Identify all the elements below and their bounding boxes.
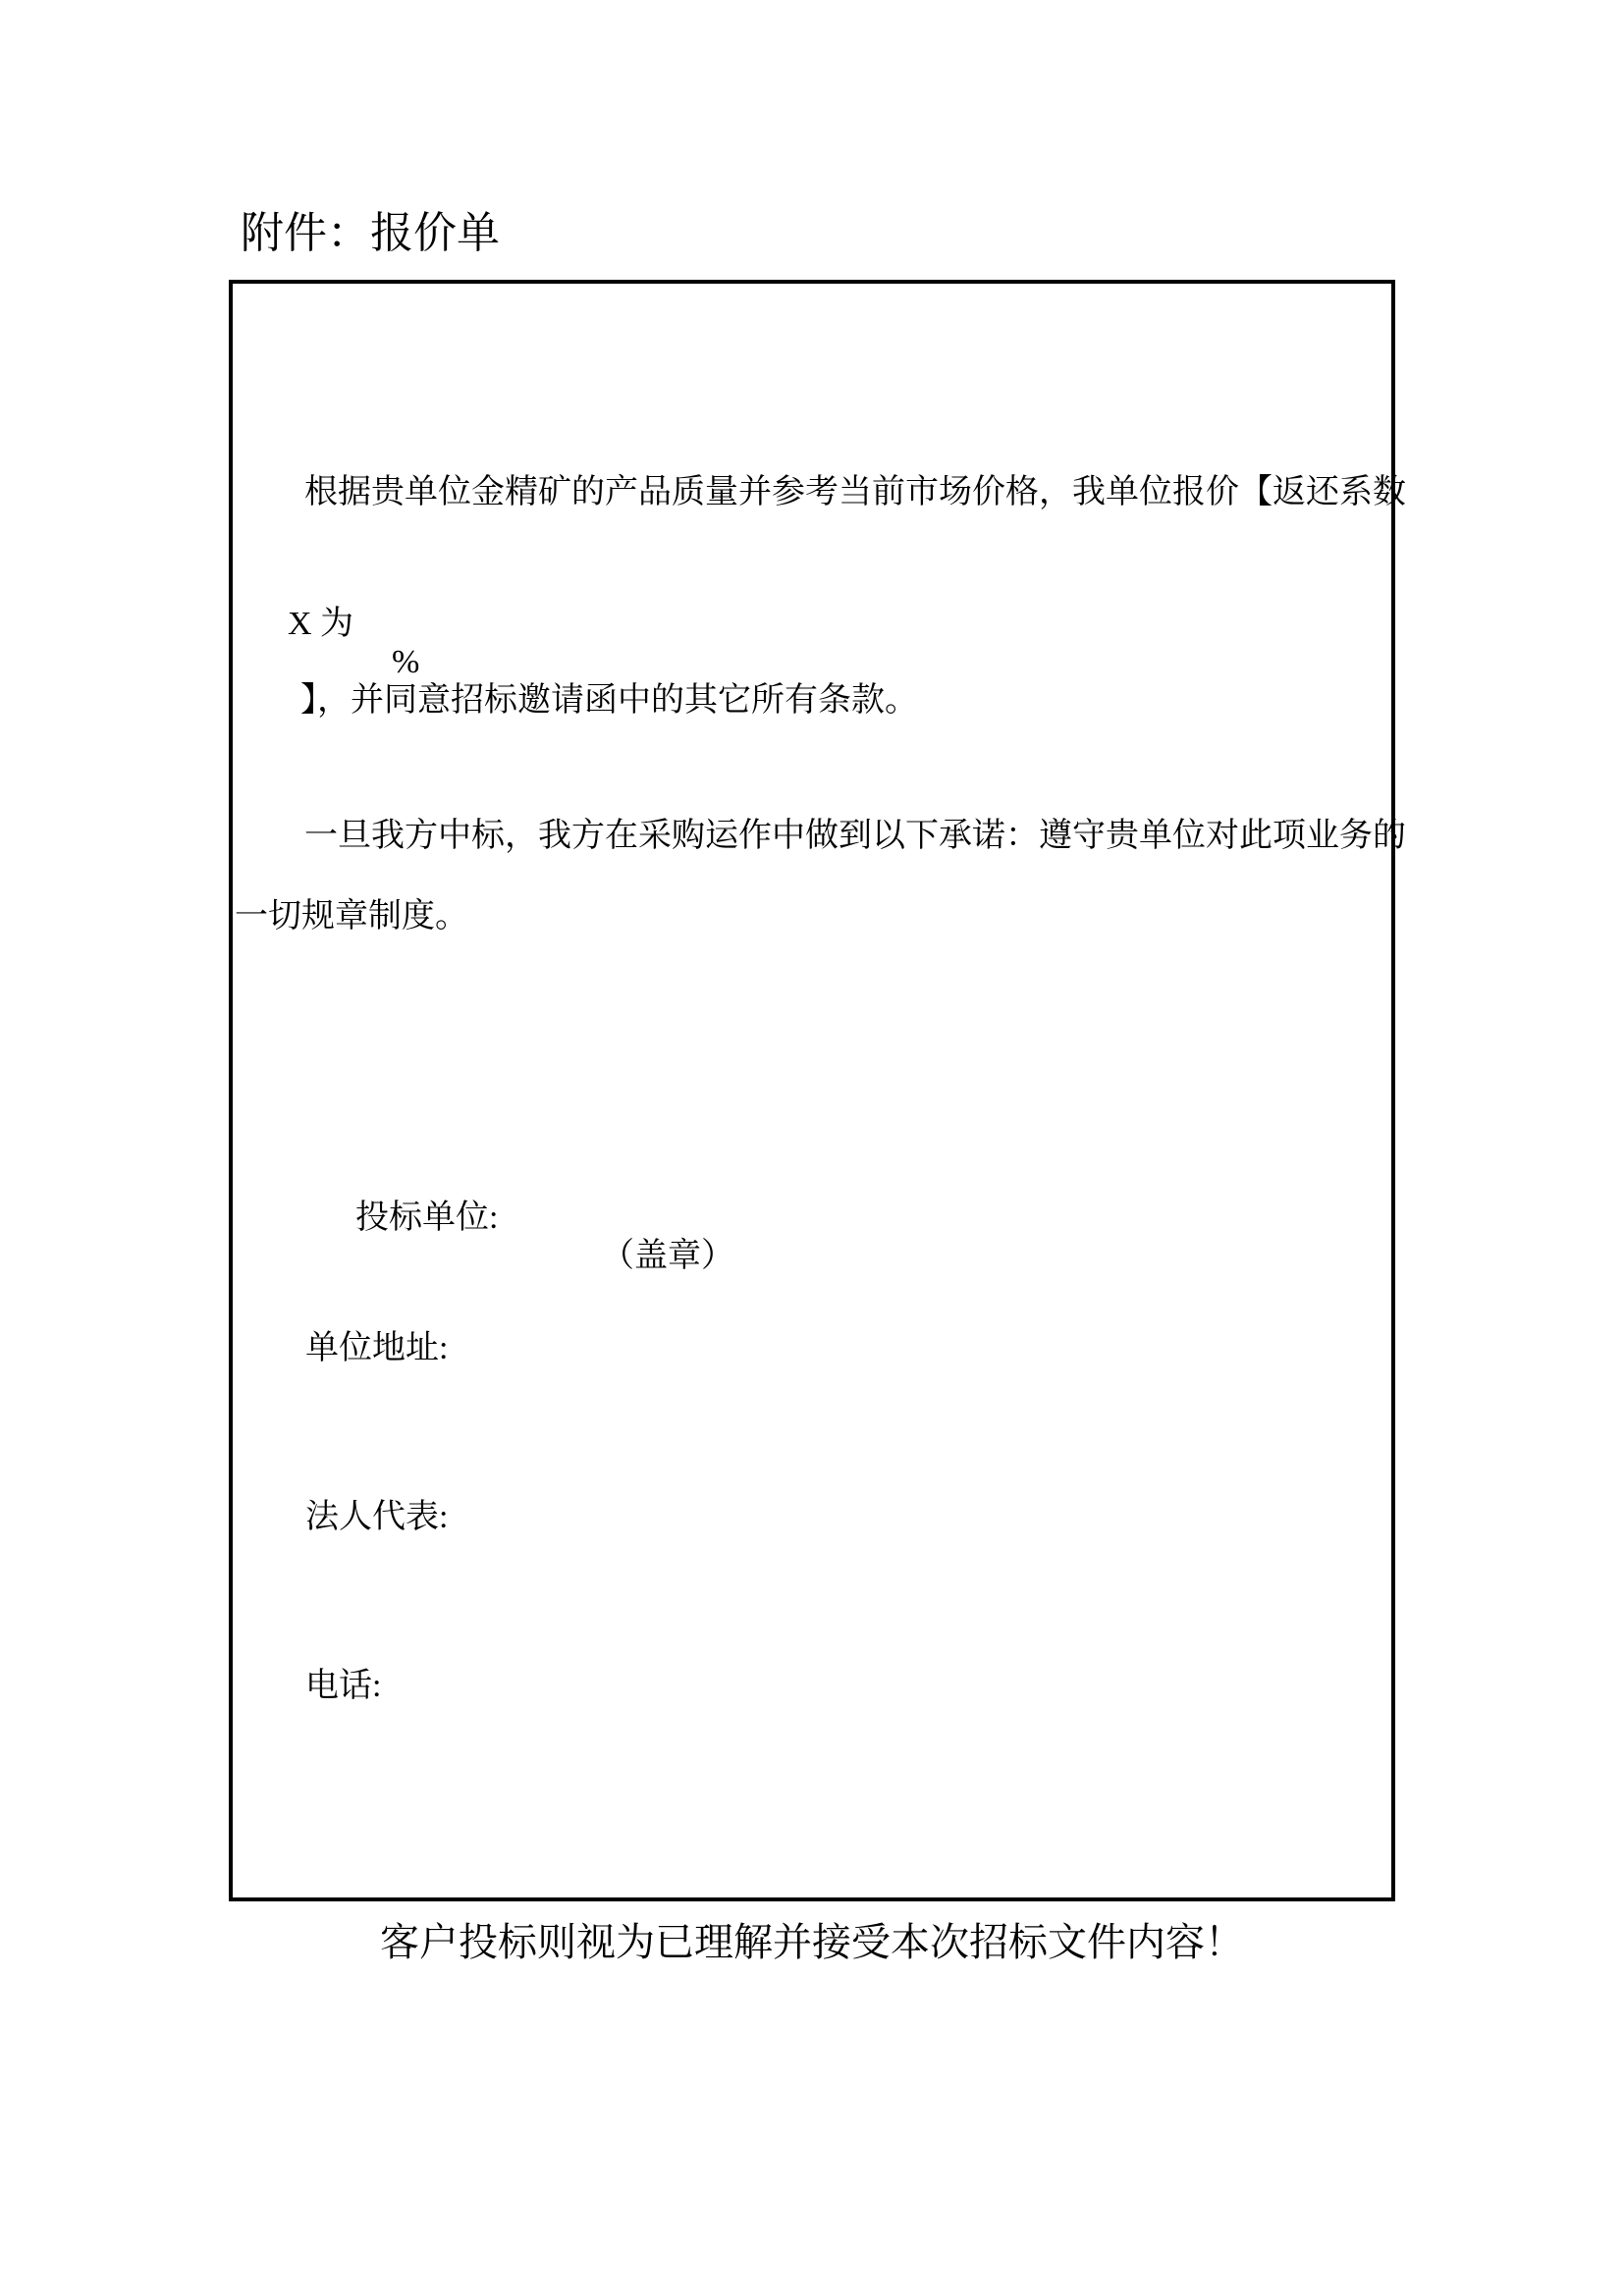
bidder-label: 投标单位:	[355, 1200, 499, 1237]
address-label: 单位地址:	[305, 1330, 449, 1366]
footer-note: 客户投标则视为已理解并接受本次招标文件内容！	[380, 1920, 1244, 1964]
seal-label: （盖章）	[601, 1238, 734, 1275]
coefficient-prefix: X 为	[288, 606, 354, 643]
paragraph2-line2: 一切规章制度。	[235, 898, 468, 934]
attachment-title: 附件：报价单	[241, 209, 500, 257]
paragraph1-line1: 根据贵单位金精矿的产品质量并参考当前市场价格，我单位报价【返还系数	[304, 474, 1406, 510]
legal-rep-label: 法人代表:	[305, 1499, 449, 1535]
paragraph1-line2	[238, 566, 918, 758]
percent-sign: %	[392, 644, 420, 681]
phone-label: 电话:	[305, 1668, 382, 1704]
coefficient-suffix: 】，并同意招标邀请函中的其它所有条款。	[300, 682, 918, 720]
quotation-box	[229, 280, 1406, 1901]
paragraph2-line1: 一旦我方中标，我方在采购运作中做到以下承诺：遵守贵单位对此项业务的	[304, 818, 1406, 854]
bidder-row	[305, 1160, 734, 1313]
